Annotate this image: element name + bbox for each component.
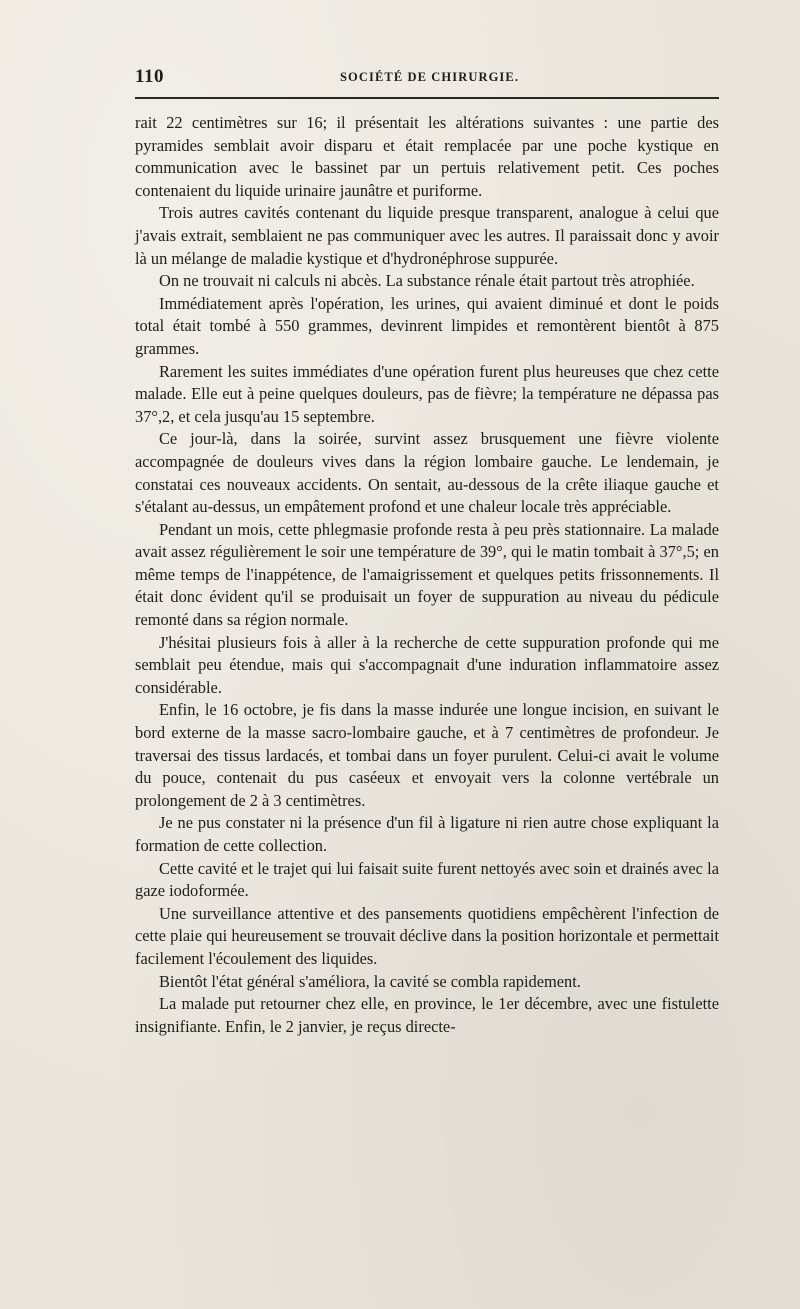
paragraph: rait 22 centimètres sur 16; il présentait les altérations suivantes : une partie des pyramides semblait avoir disparu et était remplacée par une poche kystique en communication avec le bassinet par un pertuis relativement petit. Ces poches contenaient du liquide urinaire jaunâtre et puriforme. xyxy=(135,113,719,200)
paragraph: Rarement les suites immédiates d'une opération furent plus heureuses que chez cette malade. Elle eut à peine quelques douleurs, pas de fièvre; la température ne dépassa pas 37°,2, et cela jusqu'au 15 septembre. xyxy=(135,361,719,426)
paragraph: Enfin, le 16 octobre, je fis dans la masse indurée une longue incision, en suivant le bord externe de la masse sacro-lombaire gauche, et à 7 centimètres de profondeur. Je traversai des tissus lardacés, et tombai dans un foyer purulent. Celui-ci avait le volume du pouce, contenait du pus caséeux et envoyait vers la colonne vertébrale un prolongement de 2 à 3 centimètres. xyxy=(135,700,719,810)
paragraph: Une surveillance attentive et des pansements quotidiens empêchèrent l'infection de cette plaie qui heureusement se trouvait déclive dans la position horizontale et permettait facilement l'écoulement des liquides. xyxy=(135,903,719,968)
running-title: SOCIÉTÉ DE CHIRURGIE. xyxy=(340,70,520,84)
body-text xyxy=(135,112,719,1038)
paragraph: Pendant un mois, cette phlegmasie profonde resta à peu près stationnaire. La malade avait assez régulièrement le soir une température de 39°, qui le matin tombait à 37°,5; en même temps de l'inappétence, de l'amaigrissement et quelques petits frissonnements. Il était donc évident qu'il se produisait un foyer de suppuration au niveau du pédicule remonté dans sa région normale. xyxy=(135,519,719,630)
header-rule xyxy=(135,97,719,99)
paragraph: J'hésitai plusieurs fois à aller à la recherche de cette suppuration profonde qui me semblait peu étendue, mais qui s'accompagnait d'une induration inflammatoire assez considérable. xyxy=(135,632,719,697)
paragraph: Immédiatement après l'opération, les urines, qui avaient diminué et dont le poids total était tombé à 550 grammes, devinrent limpides et remontèrent bientôt à 875 grammes. xyxy=(135,293,719,358)
paragraph: Bientôt l'état général s'améliora, la cavité se combla rapidement. xyxy=(159,971,581,991)
paragraph: Ce jour-là, dans la soirée, survint assez brusquement une fièvre violente accompagnée de douleurs vives dans la région lombaire gauche. Le lendemain, je constatai ces nouveaux accidents. On sentait, au-dessous de la crête iliaque gauche et s'étalant au-dessus, un empâtement profond et une chaleur locale très appréciable. xyxy=(135,429,719,517)
paragraph: Cette cavité et le trajet qui lui faisait suite furent nettoyés avec soin et drainés avec la gaze iodoformée. xyxy=(135,858,719,901)
paragraph: On ne trouvait ni calculs ni abcès. La substance rénale était partout très atrophiée. xyxy=(159,271,695,291)
page-header xyxy=(135,66,719,92)
paragraph: Trois autres cavités contenant du liquide presque transparent, analogue à celui que j'avais extrait, semblaient ne pas communiquer avec les autres. Il paraissait donc y avoir là un mélange de maladie kystique et d'hydronéphrose suppurée. xyxy=(135,203,719,268)
page-number: 110 xyxy=(135,66,164,87)
paragraph: Je ne pus constater ni la présence d'un fil à ligature ni rien autre chose expliquant la formation de cette collection. xyxy=(135,813,719,855)
paragraph: La malade put retourner chez elle, en province, le 1er décembre, avec une fistulette insignifiante. Enfin, le 2 janvier, je reçus directe- xyxy=(135,994,719,1036)
